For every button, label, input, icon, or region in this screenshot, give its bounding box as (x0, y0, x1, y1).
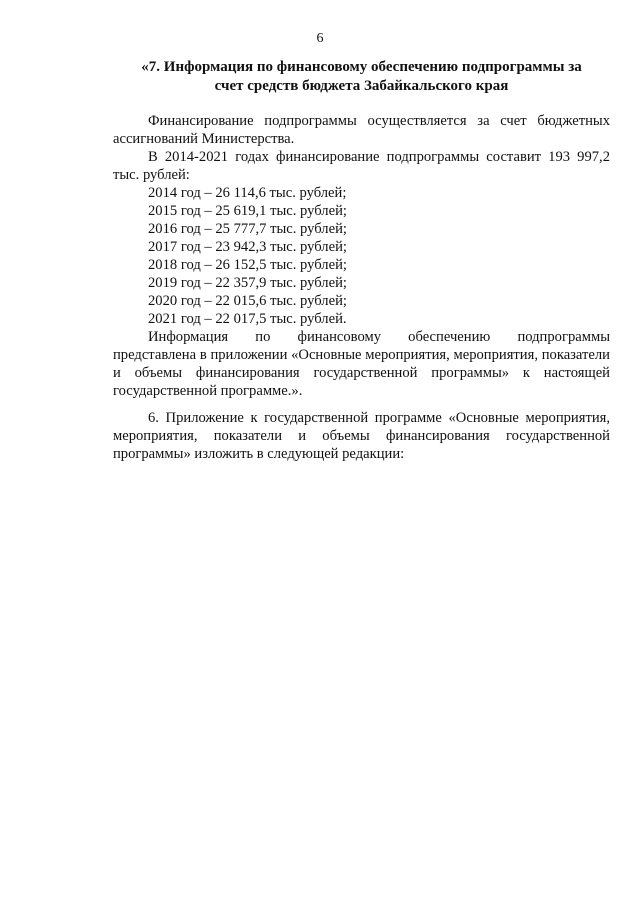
paragraph-info-line-1: Информация по финансовому обеспечению подпрограммы (148, 329, 610, 345)
section-title-line-1: «7. Информация по финансовому обеспечению подпрограммы за (141, 59, 582, 75)
year-line-2014: 2014 год – 26 114,6 тыс. рублей; (148, 185, 347, 201)
section-title-line-2: счет средств бюджета Забайкальского края (214, 78, 509, 94)
page-number: 6 (316, 31, 324, 46)
year-line-2017: 2017 год – 23 942,3 тыс. рублей; (148, 239, 347, 255)
paragraph-appendix: 6. Приложение к государственной программе «Основные мероприятия, мероприятия, показатели и объемы финансирования государственной программы» изложить в следующей редакции: (113, 410, 610, 462)
year-line-2016: 2016 год – 25 777,7 тыс. рублей; (148, 221, 347, 237)
year-line-2019: 2019 год – 22 357,9 тыс. рублей; (148, 275, 347, 291)
paragraph-funding-source: Финансирование подпрограммы осуществляется за счет бюджетных ассигнований Министерства. (113, 113, 610, 147)
paragraph-total-funding: В 2014-2021 годах финансирование подпрограммы составит 193 997,2 тыс. рублей: (113, 149, 610, 183)
year-line-2018: 2018 год – 26 152,5 тыс. рублей; (148, 257, 347, 273)
year-line-2015: 2015 год – 25 619,1 тыс. рублей; (148, 203, 347, 219)
document-body (113, 112, 610, 463)
yearly-funding-list (113, 184, 610, 328)
year-line-2021: 2021 год – 22 017,5 тыс. рублей. (148, 311, 347, 327)
year-line-2020: 2020 год – 22 015,6 тыс. рублей; (148, 293, 347, 309)
section-title (113, 58, 610, 96)
paragraph-info-rest: представлена в приложении «Основные мероприятия, мероприятия, показатели и объемы финансирования государственной программы» к настоящей государственной программе.». (113, 347, 610, 399)
